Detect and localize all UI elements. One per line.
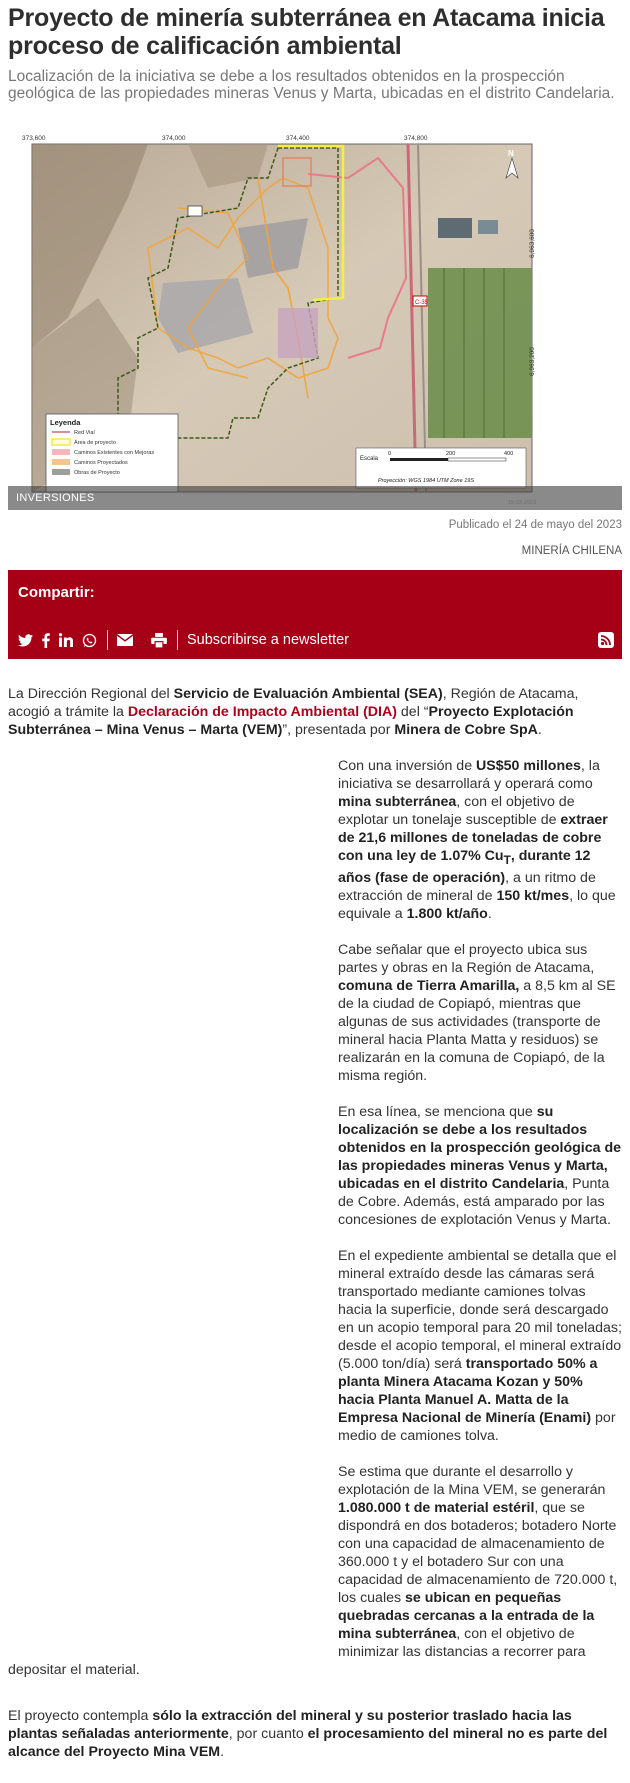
paragraph: En el expediente ambiental se detalla que el mineral extraído desde las cámaras será transportado mediante camiones tolvas hacia la superficie, donde será descargado en un acopio temporal para 20 mil toneladas; desde el acopio temporal, el mineral extraído (5.000 ton/día) será transportado 50% a planta Minera Atacama Kozan y 50% hacia Planta Manuel A. Matta de la Empresa Nacional de Minería (Enami) por medio de camiones tolva. [338,1247,622,1444]
svg-text:0: 0 [388,451,392,457]
category-badge[interactable]: INVERSIONES [8,486,622,510]
dia-link[interactable]: Declaración de Impacto Ambiental (DIA) [127,704,397,720]
share-divider [177,630,178,650]
grid-label: 6,963,200 [529,347,536,376]
email-icon[interactable] [117,630,133,650]
surface-works [278,308,318,358]
svg-text:400: 400 [504,451,514,457]
facebook-icon[interactable] [42,630,50,650]
map-legend [46,414,178,492]
paragraph: Cabe señalar que el proyecto ubica sus partes y obras en la Región de Atacama, comuna de Tierra Amarilla, a 8,5 km al SE de la ciudad de Copiapó, mientras que algunas de sus actividades (transporte de mineral hacia Planta Matta y residuos) se realizarán en la comuna de Copiapó, de la misma región. [338,941,616,1084]
paragraph: La Dirección Regional del Servicio de Evaluación Ambiental (SEA), Región de Atacama, acogió a trámite la Declaración de Impacto Ambiental (DIA) del “Proyecto Explotación Subterránea – Mina Venus – Marta (VEM)”, presentada por Minera de Cobre SpA. [8,686,579,738]
paragraph: El proyecto contempla sólo la extracción del mineral y su posterior traslado hacia las plantas señaladas anteriormente, por cuanto el procesamiento del mineral no es parte del alcance del Proyecto Mina VEM. [8,1707,608,1760]
rss-icon[interactable] [598,632,614,648]
grid-label: 374,000 [162,135,186,142]
legend-item: Área de proyecto [74,440,116,446]
article-body [0,685,630,1761]
print-icon[interactable] [151,630,167,650]
share-label: Compartir: [18,584,95,601]
paragraph: Se estima que durante el desarrollo y explotación de la Mina VEM, se generarán 1.080.000 t de material estéril, que se dispondrá en dos botaderos; botadero Norte con una capacidad de almacenamiento de 360.000 t y el botadero Sur con una capacidad de almacenamiento de 720.000 t, los cuales se ubican en pequeñas quebradas cercanas a la entrada de la mina subterránea, con el objetivo de minimizar las distancias a recorrer para depositar el material. [8,1463,618,1678]
legend-item: Obras de Proyecto [74,470,120,476]
svg-text:N: N [508,149,514,158]
newsletter-link[interactable]: Subscribirse a newsletter [187,632,349,648]
project-map-image [8,118,622,510]
buildings [438,218,472,238]
share-divider [107,630,108,650]
share-actions [18,630,349,650]
svg-text:Proyección: WGS 1984 UTM Zone: Proyección: WGS 1984 UTM Zone 19S [378,478,474,484]
paragraph: Con una inversión de US$50 millones, la iniciativa se desarrollará y operará como mina subterránea, con el objetivo de explotar un tonelaje susceptible de extraer de 21,6 millones de toneladas de cobre con una ley de 1.07% $Cu_T$, durante 12 años (fase de operación), a un ritmo de extracción de mineral de 150 kt/mes, lo que equivale a 1.800 kt/año. [338,758,616,922]
grid-label: 373,600 [22,135,46,142]
publish-date: Publicado el 24 de mayo del 2023 [448,519,622,531]
svg-text:Leyenda: Leyenda [50,418,81,427]
legend-item: Caminos Existentes con Mejoras [74,450,155,456]
grid-label: 6,963,600 [529,229,536,258]
twitter-icon[interactable] [18,630,33,650]
grid-label: 374,800 [404,135,428,142]
road-label: C-35 [415,300,429,306]
embedded-media-placeholder [8,757,338,1657]
satellite-map [8,118,622,510]
article-source: MINERÍA CHILENA [521,545,622,557]
paragraph: En esa línea, se menciona que su localización se debe a los resultados obtenidos en la prospección geológica de las propiedades mineras Venus y Marta, ubicadas en el distrito Candelaria, Punta de Cobre. Además, está amparado por las concesiones de explotación Venus y Marta. [338,1103,622,1228]
svg-text:Escala: Escala [360,456,379,462]
article-title: Proyecto de minería subterránea en Atacama inicia proceso de calificación ambiental [8,4,605,60]
legend-item: Red Vial [74,430,95,436]
svg-text:200: 200 [446,451,456,457]
legend-item: Caminos Proyectados [74,460,128,466]
share-bar [8,570,622,659]
map-scale [356,448,526,488]
article-subtitle: Localización de la iniciativa se debe a los resultados obtenidos en la prospección geológica de las propiedades mineras Venus y Marta, ubicadas en el distrito Candelaria. [8,68,615,102]
whatsapp-icon[interactable] [82,630,97,650]
grid-label: 374,400 [286,135,310,142]
linkedin-icon[interactable] [59,630,73,650]
